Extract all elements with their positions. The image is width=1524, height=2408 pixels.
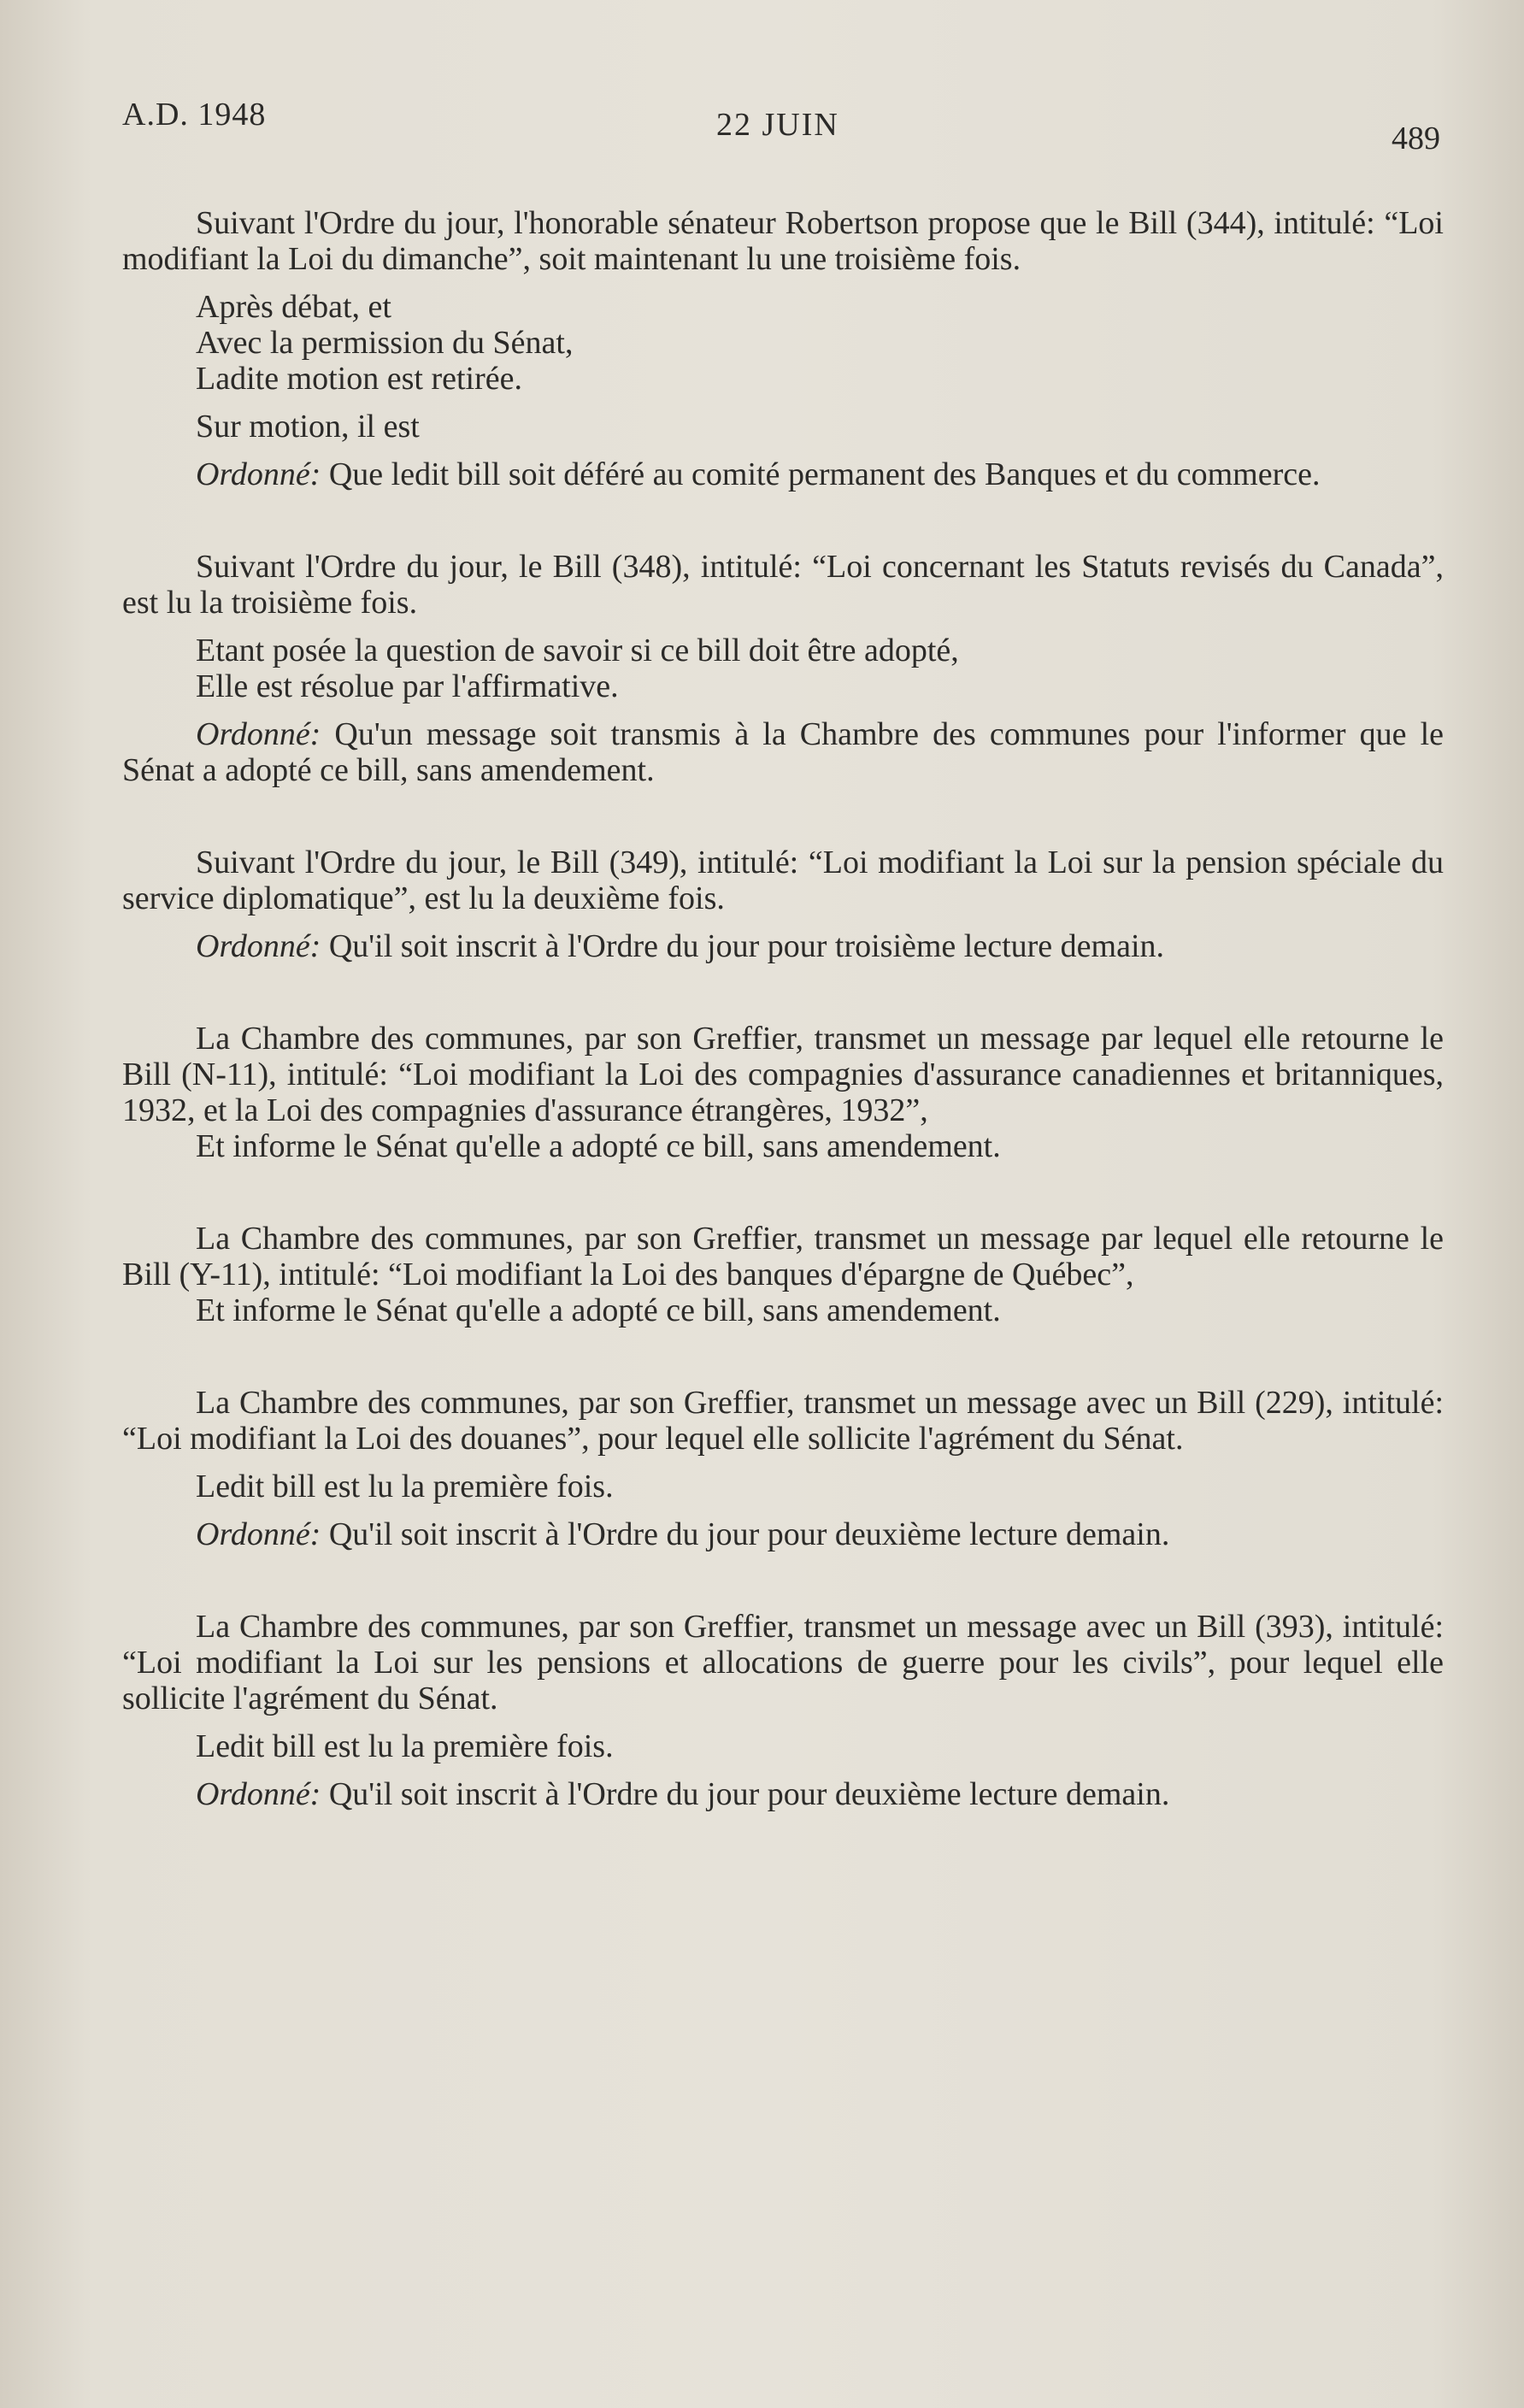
entry-intro: Suivant l'Ordre du jour, le Bill (348), intitulé: “Loi concernant les Statuts revisés du Canada”, est lu la troisième fois. bbox=[122, 549, 1444, 621]
page-header bbox=[0, 0, 1524, 171]
header-date: 22 JUIN bbox=[716, 107, 839, 143]
entry-bill-349 bbox=[122, 845, 1444, 964]
ordonne-text: Qu'il soit inscrit à l'Ordre du jour pour deuxième lecture demain. bbox=[328, 1516, 1170, 1552]
entry-line: Sur motion, il est bbox=[196, 409, 420, 445]
ordonne-paragraph bbox=[122, 928, 1444, 964]
ordonne-paragraph bbox=[122, 456, 1444, 492]
ordonne-label: Ordonné: bbox=[196, 716, 321, 752]
page-content bbox=[122, 205, 1444, 1869]
entry-line: Elle est résolue par l'affirmative. bbox=[196, 668, 619, 704]
ordonne-label: Ordonné: bbox=[196, 928, 321, 964]
entry-closing: Et informe le Sénat qu'elle a adopté ce bill, sans amendement. bbox=[196, 1128, 1001, 1164]
entry-bill-344 bbox=[122, 205, 1444, 492]
ordonne-paragraph bbox=[122, 716, 1444, 788]
entry-intro: Suivant l'Ordre du jour, le Bill (349), intitulé: “Loi modifiant la Loi sur la pension spéciale du service diplomatique”, est lu la deuxième fois. bbox=[122, 845, 1444, 916]
ordonne-paragraph bbox=[122, 1776, 1444, 1812]
ordonne-text: Qu'il soit inscrit à l'Ordre du jour pour troisième lecture demain. bbox=[328, 928, 1165, 964]
entry-reading: Ledit bill est lu la première fois. bbox=[196, 1728, 614, 1764]
ordonne-label: Ordonné: bbox=[196, 456, 321, 492]
entry-line: Ladite motion est retirée. bbox=[196, 361, 522, 397]
ordonne-paragraph bbox=[122, 1516, 1444, 1552]
entry-intro: La Chambre des communes, par son Greffier, transmet un message par lequel elle retourne le Bill (N-11), intitulé: “Loi modifiant la Loi des compagnies d'assurance canadiennes et britanniques, 1932, et la Loi des compagnies d'assurance étrangères, 1932”, bbox=[122, 1021, 1444, 1128]
header-year: A.D. 1948 bbox=[122, 97, 267, 132]
page-number: 489 bbox=[1392, 121, 1440, 156]
entry-intro: Suivant l'Ordre du jour, l'honorable sénateur Robertson propose que le Bill (344), intitulé: “Loi modifiant la Loi du dimanche”, soit maintenant lu une troisième fois. bbox=[122, 205, 1444, 277]
entry-intro: La Chambre des communes, par son Greffier, transmet un message avec un Bill (393), intitulé: “Loi modifiant la Loi sur les pensions et allocations de guerre pour les civils”, pour lequel elle sollicite l'agrément du Sénat. bbox=[122, 1609, 1444, 1716]
ordonne-label: Ordonné: bbox=[196, 1516, 321, 1552]
ordonne-text: Que ledit bill soit déféré au comité permanent des Banques et du commerce. bbox=[328, 456, 1321, 492]
entry-line: Après débat, et bbox=[196, 289, 391, 325]
entry-intro: La Chambre des communes, par son Greffier, transmet un message avec un Bill (229), intitulé: “Loi modifiant la Loi des douanes”, pour lequel elle sollicite l'agrément du Sénat. bbox=[122, 1385, 1444, 1457]
ordonne-text: Qu'un message soit transmis à la Chambre des communes pour l'informer que le Sénat a adopté ce bill, sans amendement. bbox=[122, 716, 1444, 788]
entry-line: Etant posée la question de savoir si ce bill doit être adopté, bbox=[196, 633, 959, 668]
entry-bill-n11 bbox=[122, 1021, 1444, 1164]
entry-bill-229 bbox=[122, 1385, 1444, 1552]
entry-intro: La Chambre des communes, par son Greffier, transmet un message par lequel elle retourne le Bill (Y-11), intitulé: “Loi modifiant la Loi des banques d'épargne de Québec”, bbox=[122, 1221, 1444, 1292]
ordonne-label: Ordonné: bbox=[196, 1776, 321, 1812]
entry-closing: Et informe le Sénat qu'elle a adopté ce bill, sans amendement. bbox=[196, 1292, 1001, 1328]
entry-bill-393 bbox=[122, 1609, 1444, 1812]
entry-bill-y11 bbox=[122, 1221, 1444, 1328]
entry-bill-348 bbox=[122, 549, 1444, 788]
entry-line: Avec la permission du Sénat, bbox=[196, 325, 574, 361]
entry-reading: Ledit bill est lu la première fois. bbox=[196, 1469, 614, 1504]
ordonne-text: Qu'il soit inscrit à l'Ordre du jour pour deuxième lecture demain. bbox=[328, 1776, 1170, 1812]
